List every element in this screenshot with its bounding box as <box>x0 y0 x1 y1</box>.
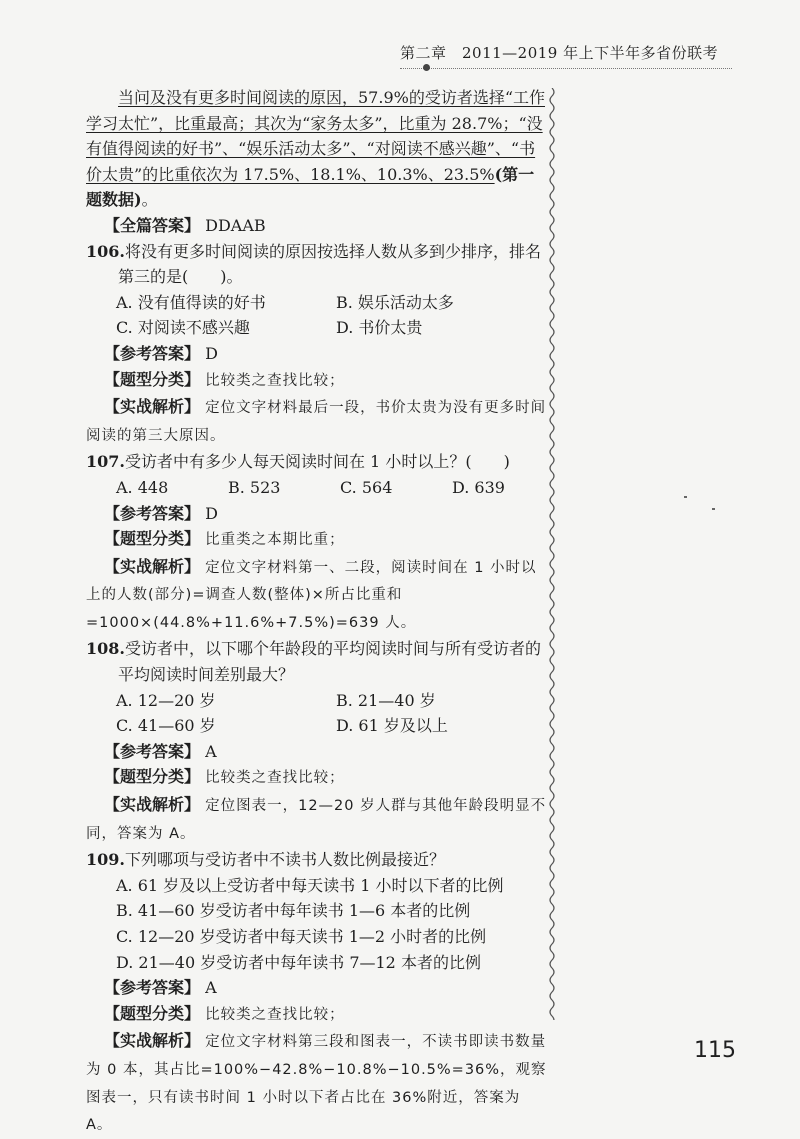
option-c: C. 对阅读不感兴趣 <box>116 318 250 338</box>
option-b: B. 41—60 岁受访者中每年读书 1—6 本者的比例 <box>116 901 471 921</box>
question-108 <box>86 636 550 847</box>
question-text: 受访者中，以下哪个年龄段的平均阅读时间与所有受访者的平均阅读时间差别最大？ <box>118 639 541 685</box>
intro-note: (第一题数据) <box>86 164 535 210</box>
analysis-row <box>86 1028 550 1138</box>
question-stem <box>86 636 550 687</box>
type-value: 比较类之查找比较； <box>205 1006 345 1023</box>
answer-row <box>86 341 550 367</box>
option-d: D. 21—40 岁受访者中每年读书 7—12 本者的比例 <box>116 952 481 972</box>
options <box>86 475 550 501</box>
analysis-label: 【实战解析】 <box>104 397 201 417</box>
question-text: 下列哪项与受访者中不读书人数比例最接近？ <box>124 850 445 870</box>
option-b: B. 娱乐活动太多 <box>336 292 454 312</box>
analysis-label: 【实战解析】 <box>104 556 201 576</box>
answer-label: 【参考答案】 <box>104 741 201 761</box>
type-row <box>86 764 550 792</box>
type-label: 【题型分类】 <box>104 529 201 549</box>
stray-mark <box>684 496 687 498</box>
options <box>86 688 550 739</box>
question-text: 受访者中有多少人每天阅读时间在 1 小时以上？( ) <box>124 452 510 472</box>
question-number: 108. <box>86 639 125 659</box>
analysis-text: 定位文字材料第三段和图表一，不读书即读书数量为 0 本，其占比=100%−42.8%−10.8%−10.5%=36%，观察图表一，只有读书时间 1 小时以下者占比在 36%附近，答案为 A。 <box>86 1034 547 1134</box>
question-stem <box>86 239 550 290</box>
option-a: A. 61 岁及以上受访者中每天读书 1 小时以下者的比例 <box>116 875 504 895</box>
answer-row <box>86 501 550 527</box>
type-value: 比较类之查找比较； <box>205 372 345 389</box>
option-b: B. 21—40 岁 <box>336 690 436 710</box>
analysis-text: 定位文字材料第一、二段，阅读时间在 1 小时以上的人数(部分)=调查人数(整体)×所占比重和=1000×(44.8%+11.6%+7.5%)=639 人。 <box>86 559 537 631</box>
question-number: 109. <box>86 850 125 870</box>
answer-value: D <box>205 343 218 363</box>
question-stem <box>86 847 550 873</box>
option-d: D. 639 <box>452 477 505 497</box>
question-number: 106. <box>86 241 125 261</box>
header-dot <box>423 64 430 71</box>
option-d: D. 61 岁及以上 <box>336 716 448 736</box>
option-a: A. 448 <box>116 477 169 497</box>
analysis-row <box>86 394 550 449</box>
option-c: C. 12—20 岁受访者中每天读书 1—2 小时者的比例 <box>116 927 487 946</box>
question-number: 107. <box>86 452 125 472</box>
full-answer-value: DDAAB <box>205 215 266 235</box>
answer-label: 【参考答案】 <box>104 978 201 998</box>
analysis-text: 定位文字材料最后一段，书价太贵为没有更多时间阅读的第三大原因。 <box>86 400 547 444</box>
answer-value: A <box>205 978 217 998</box>
intro-end: 。 <box>141 190 158 210</box>
question-109 <box>86 847 550 1139</box>
option-c: C. 564 <box>340 477 393 497</box>
analysis-row <box>86 554 550 637</box>
type-value: 比较类之查找比较； <box>205 770 345 787</box>
analysis-label: 【实战解析】 <box>104 795 201 815</box>
option-b: B. 523 <box>228 477 281 497</box>
answer-label: 【参考答案】 <box>104 503 201 523</box>
stray-mark <box>712 508 715 510</box>
answer-value: D <box>205 503 218 523</box>
type-label: 【题型分类】 <box>104 1003 201 1023</box>
options <box>86 873 550 975</box>
type-row <box>86 526 550 554</box>
intro-text: 当问及没有更多时间阅读的原因，57.9%的受访者选择“工作学习太忙”，比重最高；其次为“家务太多”，比重为 28.7%；“没有值得阅读的好书”、“娱乐活动太多”、“对阅读不感兴趣”、“书价太贵”的比重依次为 17.5%、18.1%、10.3%、23.5% <box>86 88 546 184</box>
option-a: A. 12—20 岁 <box>116 690 216 710</box>
analysis-text: 定位图表一，12—20 岁人群与其他年龄段明显不同，答案为 A。 <box>86 798 547 842</box>
page-content <box>86 85 550 1139</box>
question-107 <box>86 449 550 636</box>
type-value: 比重类之本期比重； <box>205 532 345 549</box>
options <box>86 290 550 341</box>
question-106 <box>86 239 550 450</box>
question-text: 将没有更多时间阅读的原因按选择人数从多到少排序，排名第三的是( )。 <box>118 241 541 287</box>
page-number: 115 <box>694 1038 736 1063</box>
type-label: 【题型分类】 <box>104 767 201 787</box>
type-label: 【题型分类】 <box>104 369 201 389</box>
option-c: C. 41—60 岁 <box>116 716 216 736</box>
question-stem <box>86 449 550 475</box>
answer-row <box>86 739 550 765</box>
intro-paragraph <box>86 85 550 213</box>
option-d: D. 书价太贵 <box>336 318 423 338</box>
running-header: 第二章 2011—2019 年上下半年多省份联考 <box>400 44 719 62</box>
answer-row <box>86 975 550 1001</box>
answer-label: 【参考答案】 <box>104 343 201 363</box>
analysis-label: 【实战解析】 <box>104 1031 201 1051</box>
type-row <box>86 1001 550 1029</box>
full-answer-label: 【全篇答案】 <box>104 215 201 235</box>
header-rule <box>400 68 732 69</box>
full-answer <box>86 213 550 239</box>
option-a: A. 没有值得读的好书 <box>116 292 266 312</box>
answer-value: A <box>205 741 217 761</box>
analysis-row <box>86 792 550 847</box>
type-row <box>86 367 550 395</box>
